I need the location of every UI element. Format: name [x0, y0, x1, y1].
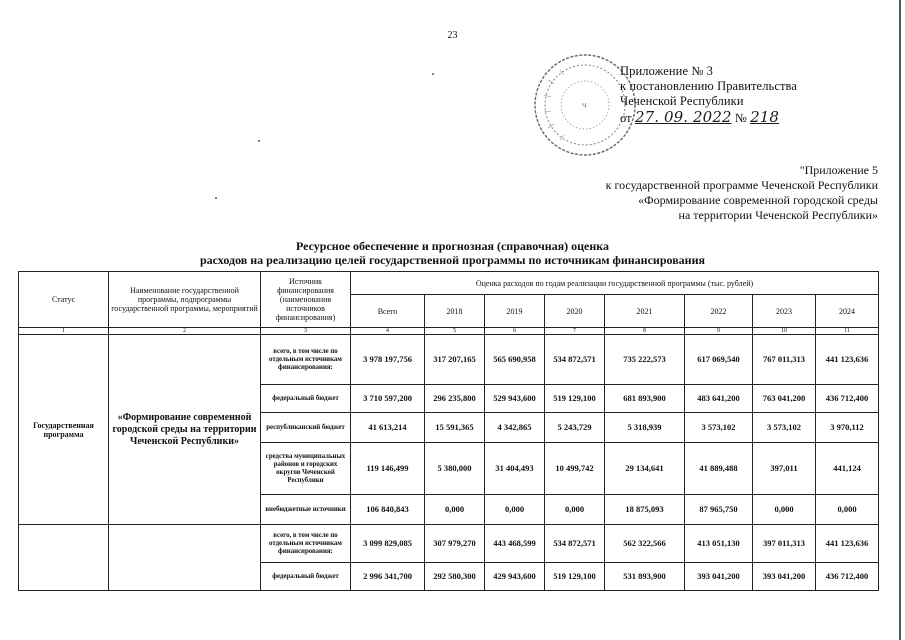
appendix5-line: на территории Чеченской Республики»: [678, 208, 878, 222]
program-name: «Формирование современной городской среды на территории Чеченской Республики»: [109, 335, 261, 525]
value-cell: 562 322,566: [605, 525, 685, 563]
value-cell: 3 099 829,085: [351, 525, 425, 563]
value-cell: 5 243,729: [545, 413, 605, 443]
source-cell: федеральный бюджет: [261, 563, 351, 591]
value-cell: 3 573,102: [753, 413, 816, 443]
value-cell: 393 041,200: [685, 563, 753, 591]
value-cell: 87 965,750: [685, 495, 753, 525]
column-number: 2: [109, 328, 261, 335]
decree-date: 27. 09. 2022: [634, 108, 732, 126]
value-cell: 0,000: [753, 495, 816, 525]
scan-speck: [258, 140, 260, 142]
value-cell: 2 996 341,700: [351, 563, 425, 591]
column-number: 9: [685, 328, 753, 335]
appendix-date-row: [620, 108, 779, 126]
value-cell: 3 970,112: [816, 413, 879, 443]
value-cell: 292 580,300: [425, 563, 485, 591]
value-cell: 106 840,843: [351, 495, 425, 525]
value-cell: 10 499,742: [545, 443, 605, 495]
appendix5-line: к государственной программе Чеченской Республики: [605, 178, 878, 192]
document-title: [0, 239, 905, 267]
header-year: 2018: [425, 295, 485, 328]
value-cell: 0,000: [485, 495, 545, 525]
value-cell: 534 872,571: [545, 335, 605, 385]
value-cell: 0,000: [816, 495, 879, 525]
column-number: 4: [351, 328, 425, 335]
appendix-decree: к постановлению Правительства: [620, 79, 798, 93]
value-cell: 529 943,600: [485, 385, 545, 413]
column-number: 7: [545, 328, 605, 335]
header-year: 2024: [816, 295, 879, 328]
column-number: 3: [261, 328, 351, 335]
column-number: 5: [425, 328, 485, 335]
value-cell: 397,011: [753, 443, 816, 495]
header-year: 2021: [605, 295, 685, 328]
header-year: 2020: [545, 295, 605, 328]
appendix-title: Приложение № 3: [620, 64, 713, 78]
value-cell: 763 041,200: [753, 385, 816, 413]
value-cell: 534 872,571: [545, 525, 605, 563]
appendix5-line: «Формирование современной городской среды: [638, 193, 878, 207]
decree-number: 218: [750, 108, 780, 126]
source-cell: средства муниципальных районов и городских округов Чеченской Республики: [261, 443, 351, 495]
value-cell: 296 235,800: [425, 385, 485, 413]
header-status: Статус: [19, 272, 109, 328]
header-sources: Источник финансирования (наименования источников финансирования): [261, 272, 351, 328]
value-cell: 29 134,641: [605, 443, 685, 495]
document-title-line: расходов на реализацию целей государственной программы по источникам финансирования: [199, 253, 706, 267]
column-number: 8: [605, 328, 685, 335]
value-cell: 617 069,540: [685, 335, 753, 385]
value-cell: 436 712,400: [816, 563, 879, 591]
number-prefix: №: [734, 111, 747, 125]
column-number: 10: [753, 328, 816, 335]
program-name: [109, 525, 261, 591]
value-cell: 393 041,200: [753, 563, 816, 591]
value-cell: 5 380,000: [425, 443, 485, 495]
value-cell: 519 129,100: [545, 563, 605, 591]
value-cell: 15 591,365: [425, 413, 485, 443]
value-cell: 317 207,165: [425, 335, 485, 385]
table-row: [19, 335, 879, 385]
source-cell: внебюджетные источники: [261, 495, 351, 525]
header-name: Наименование государственной программы, подпрограммы государственной программы, мероприятий: [109, 272, 261, 328]
appendix-republic: Чеченской Республики: [620, 94, 744, 108]
value-cell: 397 011,313: [753, 525, 816, 563]
value-cell: 18 875,093: [605, 495, 685, 525]
financing-table: [18, 271, 879, 591]
value-cell: 443 468,599: [485, 525, 545, 563]
value-cell: 429 943,600: [485, 563, 545, 591]
value-cell: 531 893,900: [605, 563, 685, 591]
svg-text:Ч: Ч: [582, 102, 587, 110]
value-cell: 5 318,939: [605, 413, 685, 443]
value-cell: 4 342,865: [485, 413, 545, 443]
header-estimate: Оценка расходов по годам реализации государственной программы (тыс. рублей): [351, 272, 879, 295]
value-cell: 0,000: [545, 495, 605, 525]
scan-speck: [432, 73, 434, 75]
scan-edge-line: [899, 0, 901, 640]
value-cell: 441 123,636: [816, 335, 879, 385]
value-cell: 565 690,958: [485, 335, 545, 385]
row-status: [19, 525, 109, 591]
source-cell: всего, в том числе по отдельным источникам финансирования:: [261, 525, 351, 563]
value-cell: 436 712,400: [816, 385, 879, 413]
source-cell: всего, в том числе по отдельным источникам финансирования:: [261, 335, 351, 385]
value-cell: 31 404,493: [485, 443, 545, 495]
document-title-line: Ресурсное обеспечение и прогнозная (справочная) оценка: [295, 239, 610, 253]
value-cell: 441 123,636: [816, 525, 879, 563]
value-cell: 41 889,488: [685, 443, 753, 495]
header-year: 2022: [685, 295, 753, 328]
column-number: 11: [816, 328, 879, 335]
value-cell: 119 146,499: [351, 443, 425, 495]
value-cell: 3 978 197,756: [351, 335, 425, 385]
source-cell: республиканский бюджет: [261, 413, 351, 443]
value-cell: 441,124: [816, 443, 879, 495]
column-number: 1: [19, 328, 109, 335]
value-cell: 0,000: [425, 495, 485, 525]
column-number: 6: [485, 328, 545, 335]
appendix5-block: [606, 163, 878, 223]
value-cell: 3 710 597,200: [351, 385, 425, 413]
value-cell: 681 893,900: [605, 385, 685, 413]
value-cell: 767 011,313: [753, 335, 816, 385]
table-row: [19, 525, 879, 563]
date-prefix: от: [620, 111, 632, 125]
header-year: Всего: [351, 295, 425, 328]
source-cell: федеральный бюджет: [261, 385, 351, 413]
header-year: 2019: [485, 295, 545, 328]
scan-speck: [215, 197, 217, 199]
value-cell: 413 051,130: [685, 525, 753, 563]
row-status: Государственная программа: [19, 335, 109, 525]
value-cell: 41 613,214: [351, 413, 425, 443]
value-cell: 483 641,200: [685, 385, 753, 413]
value-cell: 307 979,270: [425, 525, 485, 563]
header-year: 2023: [753, 295, 816, 328]
value-cell: 3 573,102: [685, 413, 753, 443]
value-cell: 735 222,573: [605, 335, 685, 385]
page-number: 23: [447, 30, 458, 41]
value-cell: 519 129,100: [545, 385, 605, 413]
appendix5-line: "Приложение 5: [799, 163, 878, 177]
